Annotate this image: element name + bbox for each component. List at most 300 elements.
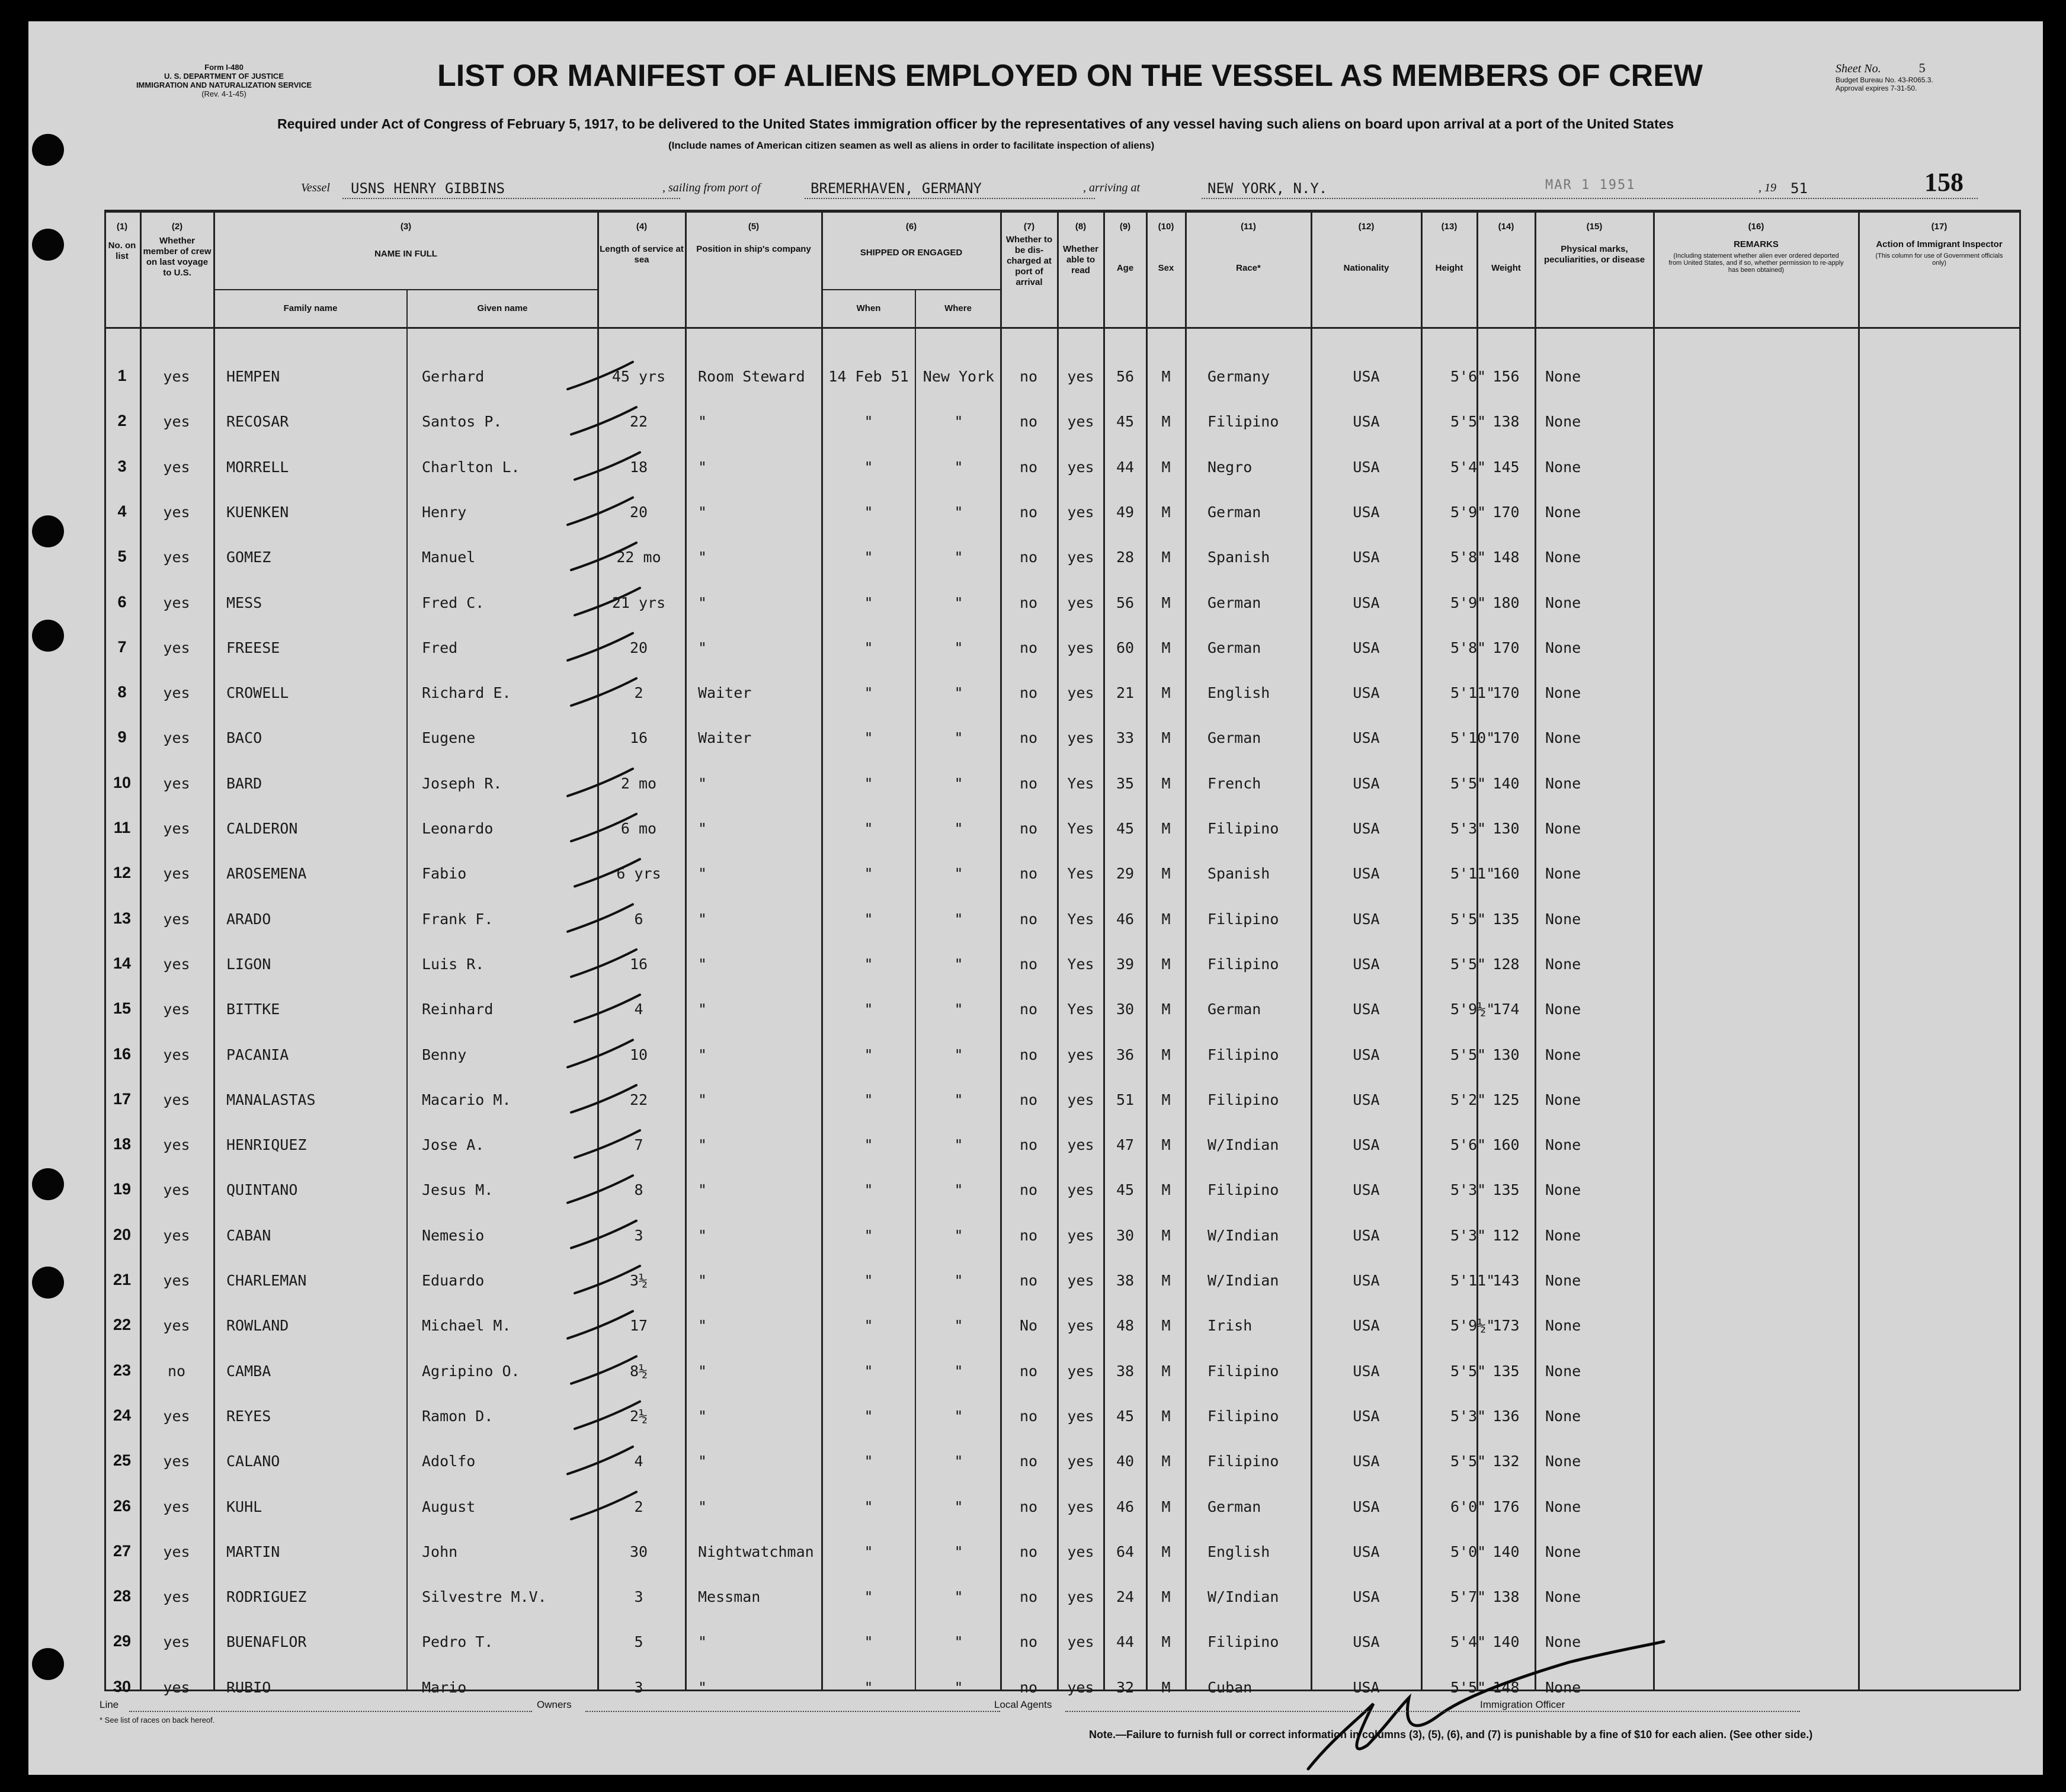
weight-cell: 173 <box>1492 1317 1520 1335</box>
marks-cell: None <box>1545 1453 1581 1470</box>
service-cell: 3½ <box>629 1272 648 1289</box>
shipped-where-cell: " <box>954 639 963 656</box>
position-cell: " <box>698 1091 707 1108</box>
nationality-cell: USA <box>1353 774 1380 792</box>
sex-cell: M <box>1161 774 1171 792</box>
position-cell: Nightwatchman <box>698 1543 814 1560</box>
race-cell: Filipino <box>1207 910 1279 928</box>
nationality-cell: USA <box>1353 1272 1380 1289</box>
given-name-cell: Fred <box>422 639 458 656</box>
weight-cell: 148 <box>1492 1678 1520 1696</box>
discharged-cell: no <box>1019 1678 1038 1696</box>
sex-cell: M <box>1161 684 1171 702</box>
col-header-service: (4) Length of service at sea <box>600 222 684 265</box>
discharged-cell: no <box>1019 729 1038 747</box>
nationality-cell: USA <box>1353 1498 1380 1515</box>
weight-cell: 174 <box>1492 1001 1520 1018</box>
sex-cell: M <box>1161 1543 1171 1560</box>
weight-cell: 112 <box>1492 1226 1520 1244</box>
given-name-cell: Leonardo <box>422 820 494 837</box>
check-stroke <box>571 407 636 434</box>
race-cell: French <box>1207 774 1261 792</box>
check-stroke <box>568 498 633 525</box>
read-cell: yes <box>1067 1272 1094 1289</box>
footer-line-label: Line <box>100 1699 119 1710</box>
position-cell: " <box>698 1136 707 1154</box>
discharged-cell: no <box>1019 1362 1038 1380</box>
sex-cell: M <box>1161 549 1171 566</box>
race-cell: Spanish <box>1207 549 1270 566</box>
sex-cell: M <box>1161 1633 1171 1651</box>
read-cell: yes <box>1067 1136 1094 1154</box>
weight-cell: 140 <box>1492 1633 1520 1651</box>
sex-cell: M <box>1161 910 1171 928</box>
sex-cell: M <box>1161 865 1171 883</box>
shipped-when-cell: " <box>864 1588 873 1606</box>
marks-cell: None <box>1545 594 1581 611</box>
position-cell: " <box>698 910 707 928</box>
nationality-cell: USA <box>1353 1091 1380 1108</box>
shipped-when-cell: " <box>864 1678 873 1696</box>
discharged-cell: no <box>1019 910 1038 928</box>
last-voyage-cell: yes <box>163 774 190 792</box>
given-name-cell: Macario M. <box>422 1091 511 1108</box>
given-name-cell: Joseph R. <box>422 774 502 792</box>
row-number: 26 <box>113 1496 132 1515</box>
position-cell: " <box>698 1317 707 1335</box>
sex-cell: M <box>1161 1588 1171 1606</box>
shipped-where-cell: " <box>954 1001 963 1018</box>
row-number: 21 <box>113 1271 132 1288</box>
shipped-where-cell: " <box>954 549 963 566</box>
service-cell: 16 <box>629 729 648 747</box>
check-stroke <box>571 678 636 706</box>
discharged-cell: no <box>1019 865 1038 883</box>
form-number: Form I-480 <box>204 63 244 72</box>
sex-cell: M <box>1161 1001 1171 1018</box>
discharged-cell: no <box>1019 549 1038 566</box>
col-header-given-name: Given name <box>477 303 528 313</box>
race-cell: German <box>1207 1498 1261 1515</box>
family-name-cell: CALANO <box>226 1453 280 1470</box>
last-voyage-cell: yes <box>163 1453 190 1470</box>
check-stroke <box>575 1402 640 1429</box>
row-number: 20 <box>113 1225 132 1243</box>
row-number: 4 <box>117 502 127 520</box>
shipped-where-cell: " <box>954 1362 963 1380</box>
age-cell: 45 <box>1116 413 1135 431</box>
race-cell: Filipino <box>1207 1091 1279 1108</box>
age-cell: 45 <box>1116 1181 1135 1199</box>
family-name-cell: GOMEZ <box>226 549 271 566</box>
age-cell: 38 <box>1116 1272 1135 1289</box>
weight-cell: 130 <box>1492 820 1520 837</box>
marks-cell: None <box>1545 1046 1581 1063</box>
race-cell: Filipino <box>1207 413 1279 431</box>
position-cell: " <box>698 549 707 566</box>
position-cell: " <box>698 1407 707 1425</box>
shipped-when-cell: " <box>864 503 873 521</box>
service-cell: 3 <box>634 1226 643 1244</box>
race-cell: Filipino <box>1207 1453 1279 1470</box>
service-cell: 10 <box>629 1046 648 1063</box>
row-number: 29 <box>113 1632 132 1650</box>
family-name-cell: CALDERON <box>226 820 298 837</box>
read-cell: yes <box>1067 458 1094 476</box>
sailing-from-label: , sailing from port of <box>662 181 761 194</box>
last-voyage-cell: yes <box>163 1588 190 1606</box>
read-cell: yes <box>1067 594 1094 611</box>
nationality-cell: USA <box>1353 1633 1380 1651</box>
position-cell: " <box>698 413 707 431</box>
sex-cell: M <box>1161 458 1171 476</box>
position-cell: " <box>698 639 707 656</box>
race-cell: Filipino <box>1207 1362 1279 1380</box>
shipped-when-cell: " <box>864 910 873 928</box>
row-number: 16 <box>113 1044 132 1063</box>
position-cell: Waiter <box>698 729 752 747</box>
sex-cell: M <box>1161 1407 1171 1425</box>
given-name-cell: Ramon D. <box>422 1407 494 1425</box>
height-cell: 5'6" <box>1450 368 1487 385</box>
given-name-cell: Henry <box>422 503 467 521</box>
discharged-cell: No <box>1019 1317 1038 1335</box>
given-name-cell: August <box>422 1498 476 1515</box>
row-number: 27 <box>113 1541 132 1560</box>
last-voyage-cell: yes <box>163 639 190 656</box>
nationality-cell: USA <box>1353 1181 1380 1199</box>
last-voyage-cell: no <box>167 1362 186 1380</box>
race-cell: W/Indian <box>1207 1272 1279 1289</box>
discharged-cell: no <box>1019 639 1038 656</box>
check-stroke <box>568 633 633 661</box>
read-cell: yes <box>1067 684 1094 702</box>
check-stroke <box>568 769 633 796</box>
given-name-cell: Charlton L. <box>422 458 520 476</box>
read-cell: Yes <box>1067 820 1094 837</box>
given-name-cell: Nemesio <box>422 1226 485 1244</box>
check-stroke <box>568 1175 633 1203</box>
discharged-cell: no <box>1019 458 1038 476</box>
marks-cell: None <box>1545 1136 1581 1154</box>
height-cell: 5'8" <box>1450 639 1487 656</box>
marks-cell: None <box>1545 413 1581 431</box>
service-cell: 3 <box>634 1588 643 1606</box>
row-number: 6 <box>117 592 127 611</box>
shipped-when-cell: " <box>864 1181 873 1199</box>
race-cell: German <box>1207 639 1261 656</box>
sex-cell: M <box>1161 413 1171 431</box>
col-header-shipped: (6) SHIPPED OR ENGAGED <box>860 222 963 258</box>
last-voyage-cell: yes <box>163 503 190 521</box>
last-voyage-cell: yes <box>163 549 190 566</box>
shipped-when-cell: " <box>864 1633 873 1651</box>
check-stroke <box>568 362 633 389</box>
sex-cell: M <box>1161 1046 1171 1063</box>
given-name-cell: Santos P. <box>422 413 502 431</box>
row-number: 1 <box>117 367 127 384</box>
shipped-where-cell: " <box>954 1498 963 1515</box>
weight-cell: 176 <box>1492 1498 1520 1515</box>
shipped-where-cell: " <box>954 1543 963 1560</box>
given-name-cell: Adolfo <box>422 1453 476 1470</box>
weight-cell: 148 <box>1492 549 1520 566</box>
position-cell: Waiter <box>698 684 752 702</box>
service-cell: 16 <box>629 955 648 973</box>
race-cell: Spanish <box>1207 865 1270 883</box>
age-cell: 60 <box>1116 639 1135 656</box>
shipped-when-cell: " <box>864 1001 873 1018</box>
last-voyage-cell: yes <box>163 820 190 837</box>
sex-cell: M <box>1161 1091 1171 1108</box>
check-stroke <box>571 1221 636 1248</box>
shipped-when-cell: " <box>864 684 873 702</box>
shipped-when-cell: " <box>864 955 873 973</box>
service-cell: 18 <box>629 458 648 476</box>
last-voyage-cell: yes <box>163 594 190 611</box>
read-cell: yes <box>1067 1453 1094 1470</box>
vessel-name: USNS HENRY GIBBINS <box>351 180 505 197</box>
weight-cell: 136 <box>1492 1407 1520 1425</box>
col-header-when: When <box>856 303 881 313</box>
port-of-arrival: NEW YORK, N.Y. <box>1207 180 1328 197</box>
height-cell: 5'2" <box>1450 1091 1487 1108</box>
nationality-cell: USA <box>1353 1001 1380 1018</box>
row-number: 30 <box>113 1677 132 1695</box>
age-cell: 45 <box>1116 820 1135 837</box>
position-cell: " <box>698 955 707 973</box>
row-number: 10 <box>113 773 132 791</box>
service-cell: 21 yrs <box>611 594 666 611</box>
service-cell: 22 mo <box>616 549 661 566</box>
age-cell: 44 <box>1116 1633 1135 1651</box>
age-cell: 49 <box>1116 503 1135 521</box>
height-cell: 5'3" <box>1450 1181 1487 1199</box>
department-name: U. S. DEPARTMENT OF JUSTICE <box>164 72 284 81</box>
marks-cell: None <box>1545 684 1581 702</box>
shipped-where-cell: New York <box>923 368 995 385</box>
weight-cell: 130 <box>1492 1046 1520 1063</box>
nationality-cell: USA <box>1353 955 1380 973</box>
service-cell: 6 yrs <box>616 865 661 883</box>
marks-cell: None <box>1545 549 1581 566</box>
shipped-when-cell: " <box>864 865 873 883</box>
col-header-name: (3) NAME IN FULL <box>374 222 437 259</box>
row-number: 11 <box>113 819 131 836</box>
discharged-cell: no <box>1019 1272 1038 1289</box>
family-name-cell: RECOSAR <box>226 413 289 431</box>
sex-cell: M <box>1161 820 1171 837</box>
family-name-cell: KUENKEN <box>226 503 289 521</box>
marks-cell: None <box>1545 1633 1581 1651</box>
family-name-cell: MESS <box>226 594 262 611</box>
page-title: LIST OR MANIFEST OF ALIENS EMPLOYED ON THE VESSEL AS MEMBERS OF CREW <box>437 59 1703 93</box>
shipped-where-cell: " <box>954 1272 963 1289</box>
race-cell: Filipino <box>1207 1181 1279 1199</box>
row-number: 23 <box>113 1361 132 1379</box>
age-cell: 21 <box>1116 684 1135 702</box>
given-name-cell: Benny <box>422 1046 467 1063</box>
sheet-number: 5 <box>1918 60 1926 75</box>
read-cell: yes <box>1067 1498 1094 1515</box>
height-cell: 5'7" <box>1450 1588 1487 1606</box>
height-cell: 5'4" <box>1450 458 1487 476</box>
discharged-cell: no <box>1019 368 1038 385</box>
weight-cell: 138 <box>1492 413 1520 431</box>
discharged-cell: no <box>1019 1543 1038 1560</box>
row-number: 14 <box>113 954 132 972</box>
service-cell: 22 <box>629 413 648 431</box>
read-cell: yes <box>1067 1588 1094 1606</box>
vessel-label: Vessel <box>301 181 330 194</box>
check-stroke <box>571 543 636 570</box>
row-number: 15 <box>113 999 132 1018</box>
given-name-cell: Agripino O. <box>422 1362 520 1380</box>
shipped-where-cell: " <box>954 1226 963 1244</box>
position-cell: " <box>698 1633 707 1651</box>
race-cell: German <box>1207 503 1261 521</box>
age-cell: 30 <box>1116 1226 1135 1244</box>
weight-cell: 170 <box>1492 729 1520 747</box>
height-cell: 5'9½" <box>1450 1317 1495 1335</box>
col-header-where: Where <box>944 303 972 313</box>
age-cell: 32 <box>1116 1678 1135 1696</box>
sex-cell: M <box>1161 1678 1171 1696</box>
shipped-where-cell: " <box>954 413 963 431</box>
discharged-cell: no <box>1019 1001 1038 1018</box>
discharged-cell: no <box>1019 1136 1038 1154</box>
nationality-cell: USA <box>1353 910 1380 928</box>
family-name-cell: HEMPEN <box>226 368 280 385</box>
shipped-where-cell: " <box>954 774 963 792</box>
marks-cell: None <box>1545 910 1581 928</box>
sex-cell: M <box>1161 1181 1171 1199</box>
shipped-when-cell: 14 Feb 51 <box>828 368 909 385</box>
check-stroke <box>571 1492 636 1519</box>
read-cell: yes <box>1067 1362 1094 1380</box>
discharged-cell: no <box>1019 955 1038 973</box>
weight-cell: 160 <box>1492 1136 1520 1154</box>
weight-cell: 170 <box>1492 639 1520 656</box>
read-cell: yes <box>1067 1226 1094 1244</box>
row-number: 2 <box>117 412 127 430</box>
age-cell: 47 <box>1116 1136 1135 1154</box>
marks-cell: None <box>1545 1362 1581 1380</box>
shipped-when-cell: " <box>864 1317 873 1335</box>
marks-cell: None <box>1545 458 1581 476</box>
weight-cell: 160 <box>1492 865 1520 883</box>
sex-cell: M <box>1161 1272 1171 1289</box>
shipped-when-cell: " <box>864 458 873 476</box>
row-number: 8 <box>117 683 127 701</box>
position-cell: " <box>698 1498 707 1515</box>
nationality-cell: USA <box>1353 729 1380 747</box>
family-name-cell: MANALASTAS <box>226 1091 316 1108</box>
given-name-cell: Richard E. <box>422 684 511 702</box>
check-stroke <box>575 453 640 480</box>
marks-cell: None <box>1545 368 1581 385</box>
age-cell: 24 <box>1116 1588 1135 1606</box>
nationality-cell: USA <box>1353 865 1380 883</box>
read-cell: yes <box>1067 1678 1094 1696</box>
marks-cell: None <box>1545 1001 1581 1018</box>
family-name-cell: MARTIN <box>226 1543 280 1560</box>
budget-bureau-number: Budget Bureau No. 43-R065.3. <box>1836 76 1933 84</box>
shipped-where-cell: " <box>954 820 963 837</box>
service-cell: 6 mo <box>620 820 657 837</box>
nationality-cell: USA <box>1353 1407 1380 1425</box>
shipped-where-cell: " <box>954 1046 963 1063</box>
sex-cell: M <box>1161 1362 1171 1380</box>
shipped-where-cell: " <box>954 910 963 928</box>
height-cell: 5'0" <box>1450 1543 1487 1560</box>
position-cell: Messman <box>698 1588 761 1606</box>
shipped-where-cell: " <box>954 1678 963 1696</box>
sex-cell: M <box>1161 1317 1171 1335</box>
family-name-cell: CAMBA <box>226 1362 271 1380</box>
last-voyage-cell: yes <box>163 1091 190 1108</box>
race-cell: Germany <box>1207 368 1270 385</box>
col-header-height: (13) Height <box>1435 222 1463 273</box>
race-cell: Cuban <box>1207 1678 1253 1696</box>
last-voyage-cell: yes <box>163 729 190 747</box>
row-number: 13 <box>113 909 132 927</box>
discharged-cell: no <box>1019 1046 1038 1063</box>
marks-cell: None <box>1545 865 1581 883</box>
family-name-cell: AROSEMENA <box>226 865 307 883</box>
nationality-cell: USA <box>1353 1136 1380 1154</box>
position-cell: " <box>698 458 707 476</box>
service-cell: 20 <box>629 639 648 656</box>
family-name-cell: ROWLAND <box>226 1317 289 1335</box>
position-cell: Room Steward <box>698 368 805 385</box>
sex-cell: M <box>1161 1453 1171 1470</box>
year-value: 51 <box>1790 180 1808 197</box>
row-number: 9 <box>117 728 127 746</box>
shipped-where-cell: " <box>954 729 963 747</box>
family-name-cell: MORRELL <box>226 458 289 476</box>
check-stroke <box>575 1266 640 1293</box>
height-cell: 5'5" <box>1450 1362 1487 1380</box>
footer-owners-label: Owners <box>537 1699 572 1710</box>
discharged-cell: no <box>1019 1091 1038 1108</box>
discharged-cell: no <box>1019 413 1038 431</box>
nationality-cell: USA <box>1353 1588 1380 1606</box>
nationality-cell: USA <box>1353 413 1380 431</box>
read-cell: yes <box>1067 1407 1094 1425</box>
shipped-where-cell: " <box>954 865 963 883</box>
marks-cell: None <box>1545 639 1581 656</box>
sex-cell: M <box>1161 503 1171 521</box>
nationality-cell: USA <box>1353 1362 1380 1380</box>
position-cell: " <box>698 1272 707 1289</box>
row-number: 28 <box>113 1587 132 1605</box>
given-name-cell: Pedro T. <box>422 1633 494 1651</box>
shipped-where-cell: " <box>954 458 963 476</box>
footer-officer-label: Immigration Officer <box>1480 1699 1565 1710</box>
weight-cell: 138 <box>1492 1588 1520 1606</box>
age-cell: 46 <box>1116 910 1135 928</box>
race-cell: Filipino <box>1207 955 1279 973</box>
shipped-where-cell: " <box>954 1453 963 1470</box>
nationality-cell: USA <box>1353 1678 1380 1696</box>
check-stroke <box>575 1130 640 1158</box>
marks-cell: None <box>1545 1272 1581 1289</box>
position-cell: " <box>698 594 707 611</box>
races-footnote: * See list of races on back hereof. <box>100 1716 215 1724</box>
height-cell: 5'3" <box>1450 1407 1487 1425</box>
nationality-cell: USA <box>1353 1226 1380 1244</box>
